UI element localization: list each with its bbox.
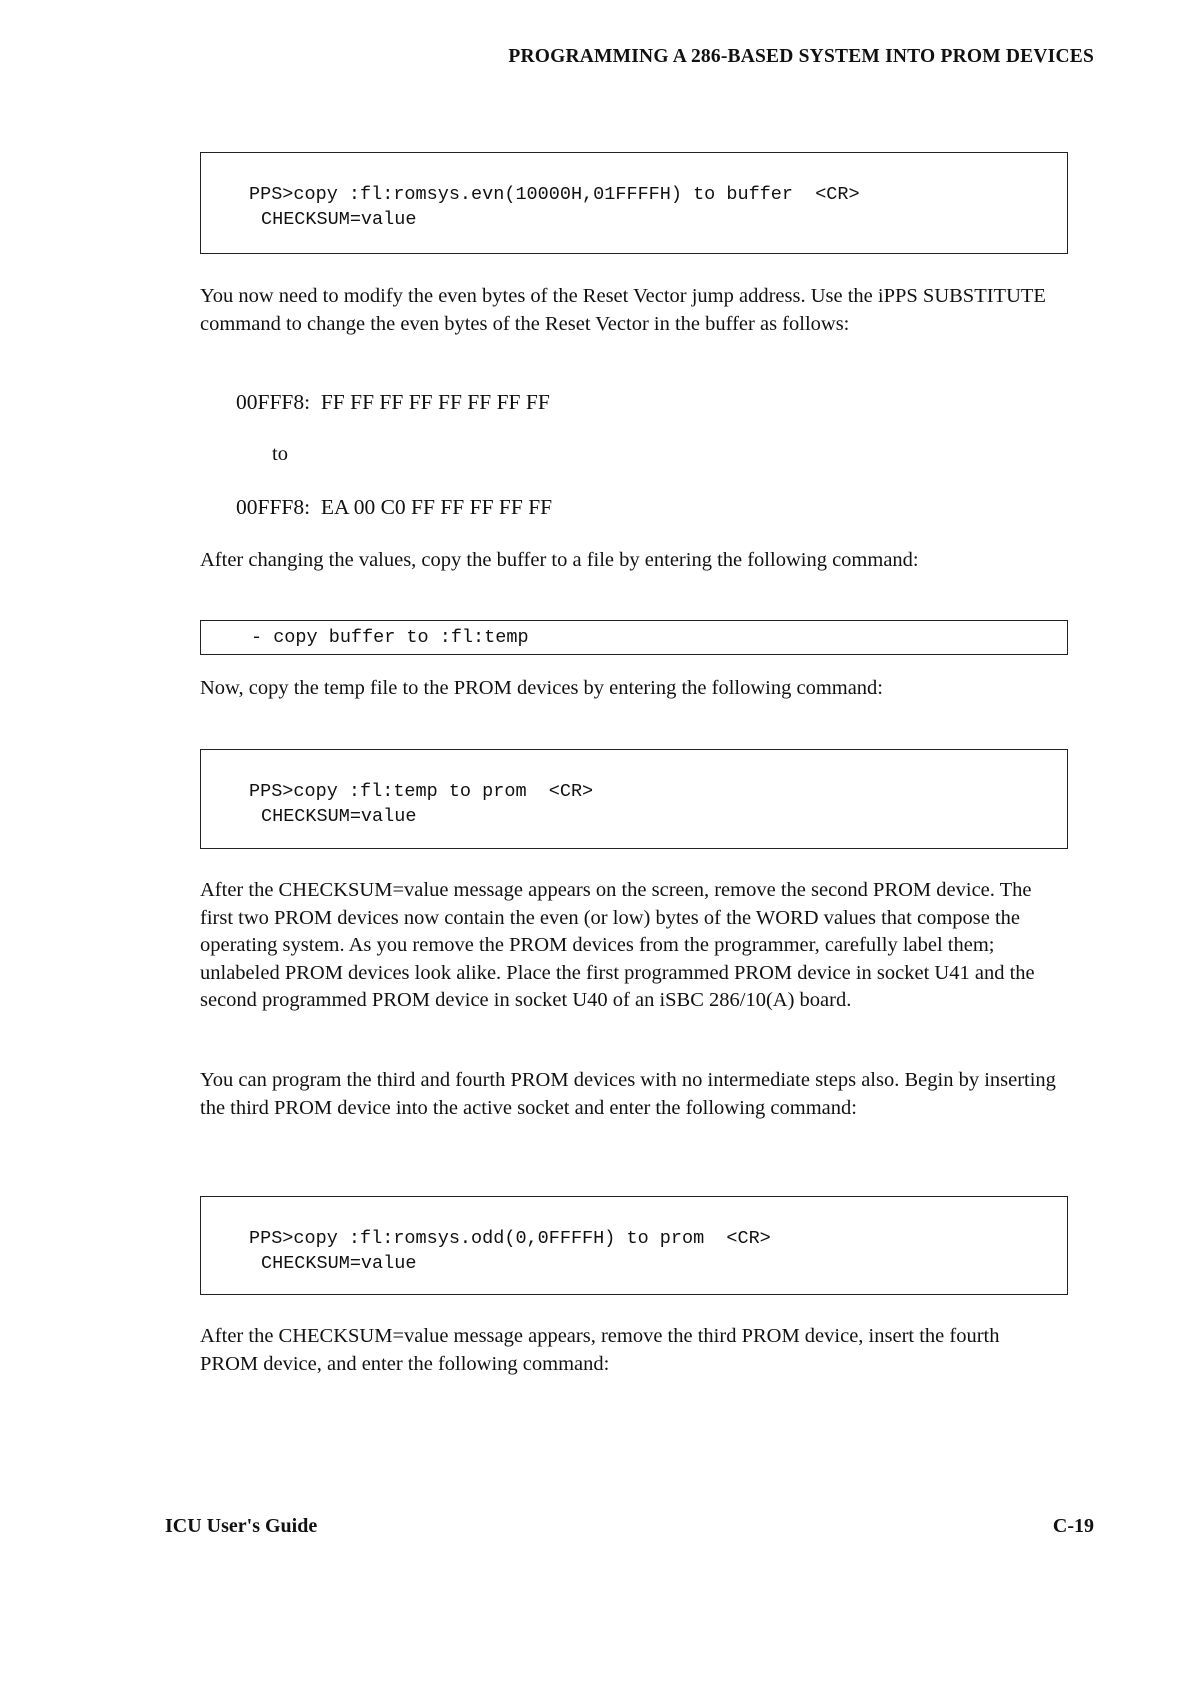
command-line: PPS>copy :fl:temp to prom <CR> — [249, 781, 594, 802]
body-paragraph: Now, copy the temp file to the PROM devices by entering the following command: — [200, 677, 884, 699]
command-output: CHECKSUM=value — [261, 1253, 417, 1274]
body-paragraph: After the CHECKSUM=value message appears on the screen, remove the second PROM device. The first two PROM devices now contain the even (or low) bytes of the WORD values that compose the operating system. As you remove the PROM devices from the programmer, carefully label them; unlabeled PROM devices look alike. Place the first programmed PROM device in socket U41 and the second programmed PROM device in socket U40 of an iSBC 286/10(A) board. — [200, 879, 1035, 1011]
command-line: - copy buffer to :fl:temp — [251, 627, 529, 648]
footer-title: ICU User's Guide — [165, 1515, 318, 1537]
body-paragraph: You now need to modify the even bytes of the Reset Vector jump address. Use the iPPS SUBSTITUTE command to change the even bytes of the Reset Vector in the buffer as follows: — [200, 285, 1046, 335]
page-number: C-19 — [1052, 1515, 1094, 1537]
command-output: CHECKSUM=value — [261, 209, 417, 230]
command-line: PPS>copy :fl:romsys.evn(10000H,01FFFFH) to buffer <CR> — [249, 184, 860, 205]
hex-connector: to — [272, 443, 288, 465]
running-header: PROGRAMMING A 286-BASED SYSTEM INTO PROM DEVICES — [508, 46, 1094, 67]
body-paragraph: After changing the values, copy the buffer to a file by entering the following command: — [200, 549, 919, 571]
command-line: PPS>copy :fl:romsys.odd(0,0FFFFH) to prom <CR> — [249, 1228, 771, 1249]
command-output: CHECKSUM=value — [261, 806, 417, 827]
hex-before: 00FFF8: FF FF FF FF FF FF FF FF — [236, 390, 550, 414]
hex-after: 00FFF8: EA 00 C0 FF FF FF FF FF — [236, 495, 553, 519]
body-paragraph: After the CHECKSUM=value message appears, remove the third PROM device, insert the fourth PROM device, and enter the following command: — [200, 1325, 1000, 1375]
body-paragraph: You can program the third and fourth PROM devices with no intermediate steps also. Begin by inserting the third PROM device into the active socket and enter the following command: — [200, 1069, 1056, 1119]
